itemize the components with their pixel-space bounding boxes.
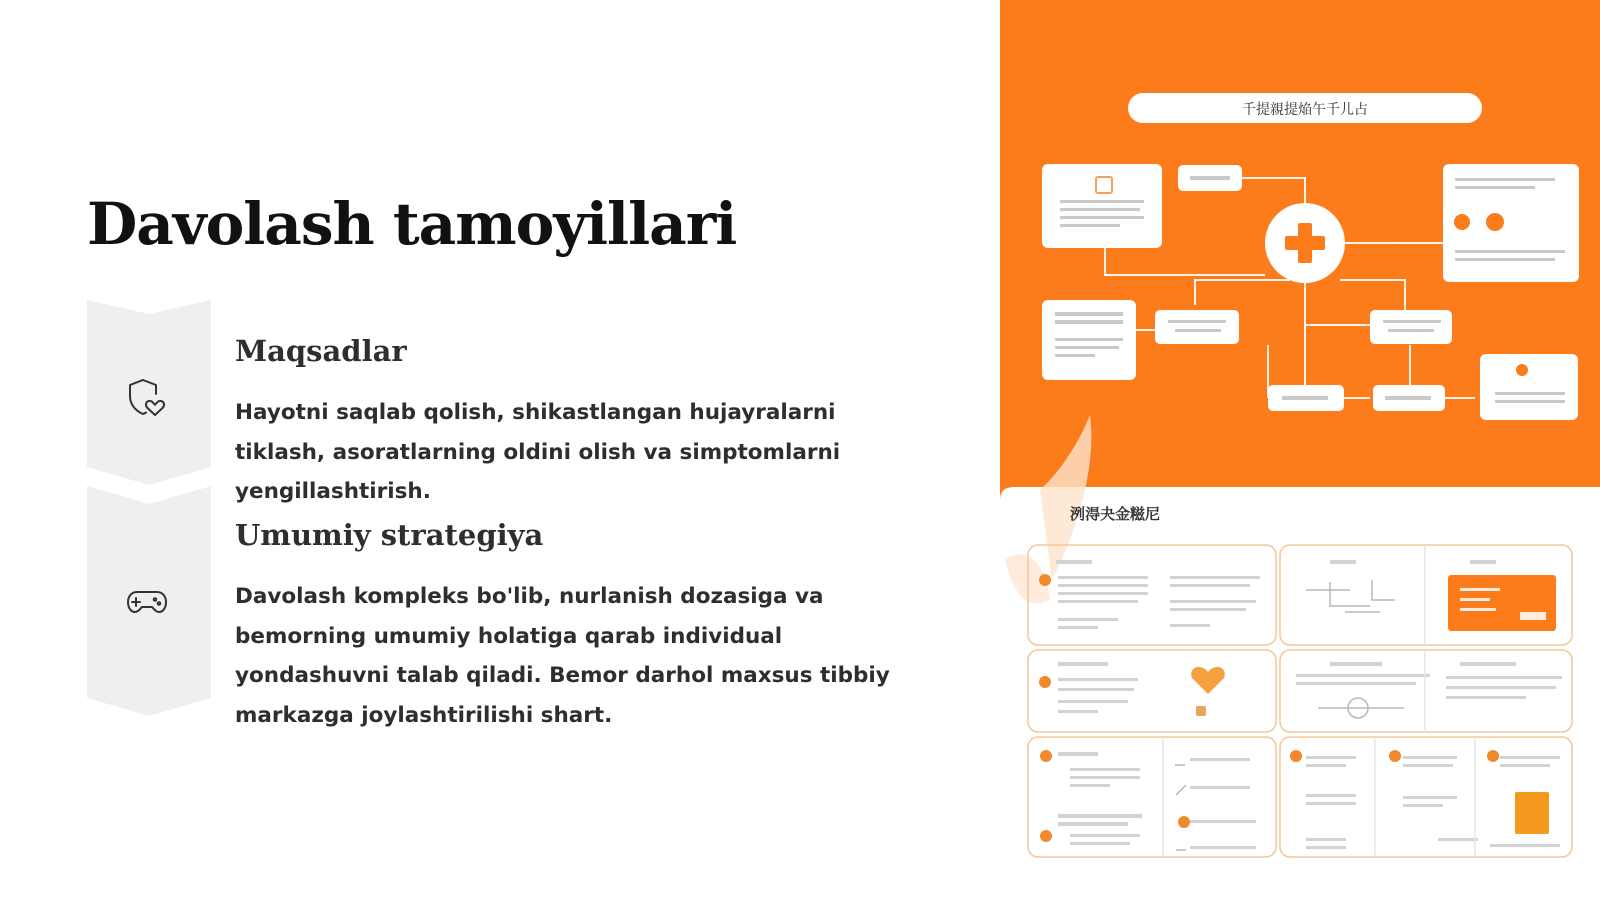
slide-title: Davolash tamoyillari — [87, 190, 737, 258]
gamepad-icon — [126, 584, 168, 618]
item-heading-goals: Maqsadlar — [235, 334, 407, 368]
item-text-strategy: Davolash kompleks bo'lib, nurlanish dozasiga va bemorning umumiy holatiga qarab individual yondashuvni talab qiladi. Bemor darhol maxsus tibbiy markazga joylashtirilishi shart. — [235, 584, 890, 728]
infographic-section-title: 洌淂夬金糍尼 — [1070, 505, 1161, 523]
item-heading-strategy: Umumiy strategiya — [235, 518, 544, 552]
infographic-panel — [1000, 0, 1600, 900]
shield-heart-icon — [126, 377, 168, 419]
item-text-goals: Hayotni saqlab qolish, shikastlangan hujayralarni tiklash, asoratlarning oldini olish va simptomlarni yengillashtirish. — [235, 400, 841, 505]
medical-cross-icon — [1265, 203, 1345, 283]
infographic-header: 千提親提焔午千儿占 — [1242, 102, 1368, 118]
infographic-image — [1000, 0, 1600, 900]
